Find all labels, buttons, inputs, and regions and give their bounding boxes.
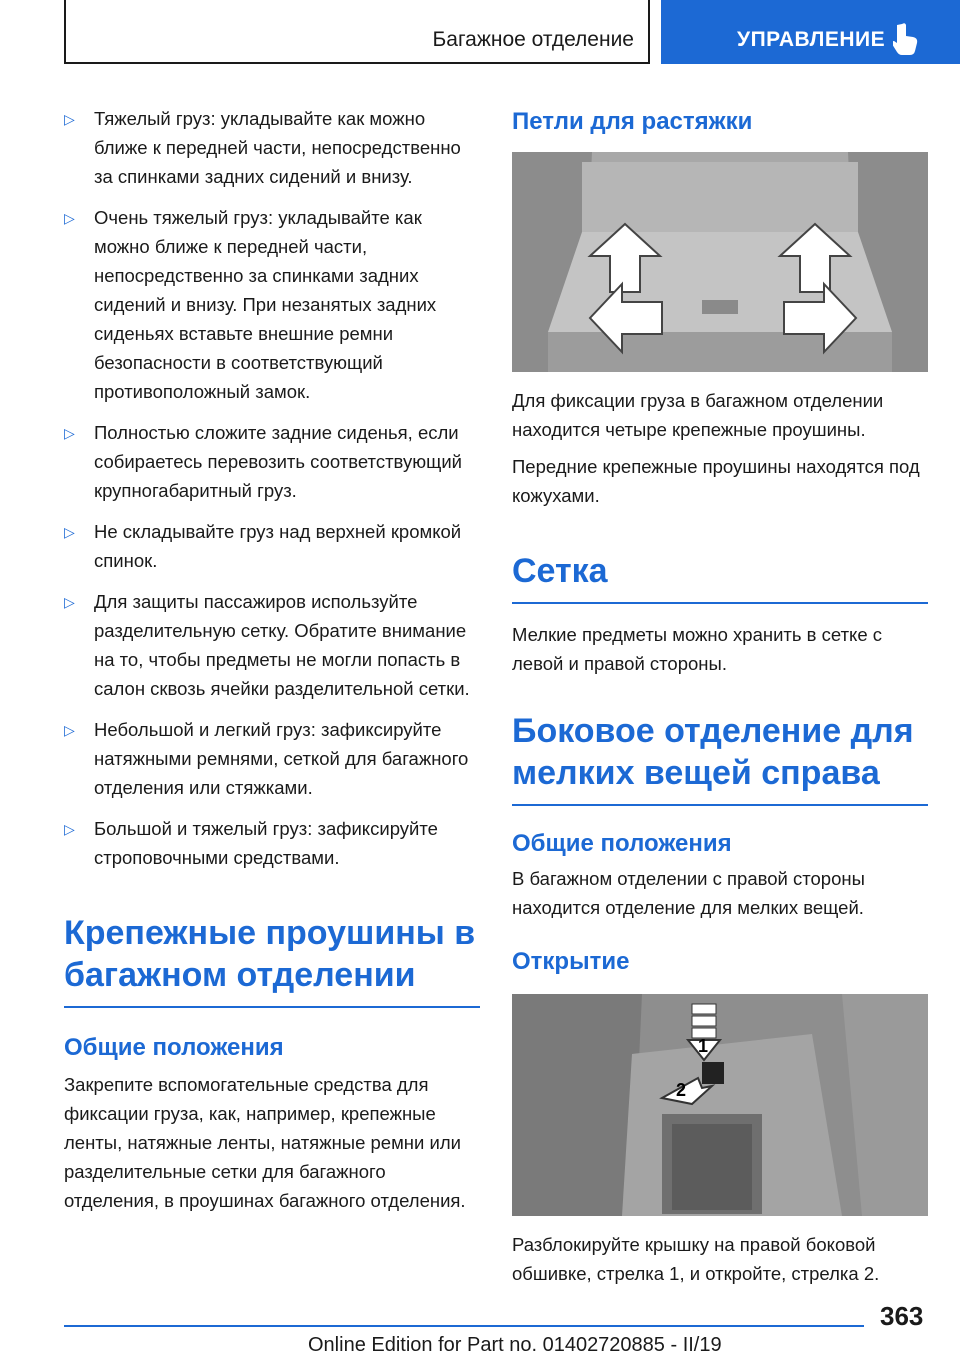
opening-paragraph: Разблокируйте крышку на правой боковой обшивке, стрелка 1, и откройте, стрелка 2. xyxy=(512,1234,880,1284)
triangle-bullet-icon: ▷ xyxy=(64,111,75,127)
list-item: ▷ Для защиты пассажиров используйте разделительную сетку. Обратите внимание на то, чтобы предметы не могли попасть в салон сквозь ячейки разделительной сетки. xyxy=(64,587,480,703)
side-compartment-illustration xyxy=(512,994,928,1216)
list-item: ▷ Большой и тяжелый груз: зафиксируйте строповочными средствами. xyxy=(64,814,480,872)
list-item: ▷ Тяжелый груз: укладывайте как можно ближе к передней части, непосредственно за спинками задних сидений и внизу. xyxy=(64,104,480,191)
side-compartment-image xyxy=(512,994,928,1216)
trunk-loops-illustration xyxy=(512,152,928,372)
triangle-bullet-icon: ▷ xyxy=(64,210,75,226)
header-chapter-title: УПРАВЛЕНИЕ xyxy=(737,28,886,51)
triangle-bullet-icon: ▷ xyxy=(64,425,75,441)
heading-net: Сетка xyxy=(512,550,928,604)
heading-lashing-eyes: Крепежные проушины в багажном отделении xyxy=(64,912,480,1008)
heading-general-right: Общие положения xyxy=(512,830,732,857)
general-paragraph: Закрепите вспомогательные средства для фиксации груза, как, например, крепежные ленты, натяжные ленты, натяжные ремни или разделительные сетки для багажного отделения, в проушинах багажного отделения. xyxy=(64,1074,466,1211)
right-column xyxy=(512,104,928,1288)
left-column xyxy=(64,104,480,1215)
trunk-loops-image xyxy=(512,152,928,372)
heading-tie-down-loops: Петли для растяжки xyxy=(512,108,753,135)
heading-side-compartment: Боковое отделение для мелких вещей справа xyxy=(512,710,928,806)
hand-pointer-icon xyxy=(893,22,919,56)
triangle-bullet-icon: ▷ xyxy=(64,524,75,540)
edition-text: Online Edition for Part no. 01402720885 - II/19 xyxy=(308,1334,722,1356)
safety-bullet-list xyxy=(64,104,480,872)
heading-opening: Открытие xyxy=(512,948,630,975)
header-section-box xyxy=(64,0,650,64)
header-section-title: Багажное отделение xyxy=(432,28,634,51)
list-item: ▷ Небольшой и легкий груз: зафиксируйте натяжными ремнями, сеткой для багажного отделения или стяжками. xyxy=(64,715,480,802)
figure-label-1: 1 xyxy=(698,1036,709,1056)
list-item: ▷ Очень тяжелый груз: укладывайте как можно ближе к передней части, непосредственно за спинками задних сидений и внизу. При незанятых задних сиденьях вставьте внешние ремни безопасности в соответствующий противоположный замок. xyxy=(64,203,480,406)
net-paragraph: Мелкие предметы можно хранить в сетке с левой и правой стороны. xyxy=(512,624,883,674)
list-item: ▷ Полностью сложите задние сиденья, если собираетесь перевозить соответствующий крупногабаритный груз. xyxy=(64,418,480,505)
page-number: 363 xyxy=(880,1301,924,1331)
heading-general: Общие положения xyxy=(64,1034,284,1061)
header-chapter-tab xyxy=(661,0,960,64)
figure-label-2: 2 xyxy=(676,1080,687,1100)
loops-paragraph-2: Передние крепежные проушины находятся под кожухами. xyxy=(512,456,920,506)
loops-paragraph-1: Для фиксации груза в багажном отделении находится четыре крепежные проушины. xyxy=(512,390,884,440)
general-right-paragraph: В багажном отделении с правой стороны находится отделение для мелких вещей. xyxy=(512,868,865,918)
triangle-bullet-icon: ▷ xyxy=(64,722,75,738)
triangle-bullet-icon: ▷ xyxy=(64,594,75,610)
list-item: ▷ Не складывайте груз над верхней кромкой спинок. xyxy=(64,517,480,575)
triangle-bullet-icon: ▷ xyxy=(64,821,75,837)
footer-divider xyxy=(64,1325,864,1327)
